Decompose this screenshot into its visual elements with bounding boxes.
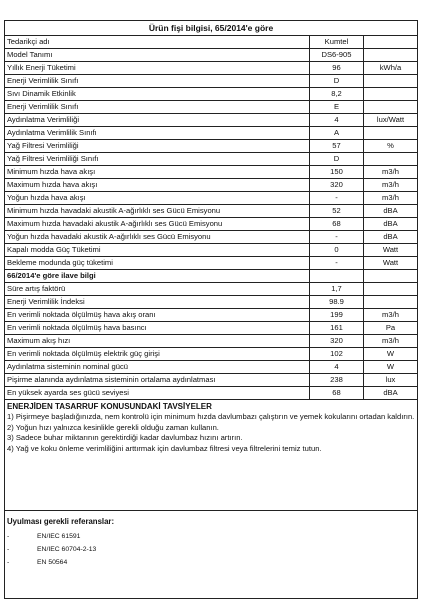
spec-unit (364, 88, 417, 100)
spec-unit: dBA (383, 206, 398, 215)
spec-value: D (310, 153, 364, 165)
spec-row (5, 127, 417, 140)
spec-label: Süre artış faktörü (5, 283, 310, 295)
spec-value: 102 (310, 348, 364, 360)
spec-row (5, 231, 417, 244)
spec-label: Maximum hızda havadaki akustik A-ağırlıklı ses Gücü Emisyonu (5, 218, 310, 230)
spec-row (5, 62, 417, 75)
spec-label: Yağ Filtresi Verimliliği (5, 140, 310, 152)
spec-label: Bekleme modunda güç tüketimi (5, 257, 310, 269)
spec-unit (364, 36, 417, 48)
spec-row (5, 140, 417, 153)
ref-item: - EN/IEC 61591 (7, 530, 415, 543)
spec-value: 52 (310, 205, 364, 217)
spec-row (5, 218, 417, 231)
spec-label: Maximum akış hızı (5, 335, 310, 347)
spec-unit: kWh/a (379, 63, 402, 72)
spec-value: D (310, 75, 364, 87)
spec-label: Maximum hızda hava akışı (5, 179, 310, 191)
spec-value: 68 (310, 218, 364, 230)
tip-item: 2) Yoğun hızı yalnızca kesinlikle gerekli olduğu zaman kullanın. (7, 422, 219, 432)
spec-value (310, 270, 364, 282)
fiche-title: Ürün fişi bilgisi, 65/2014'e göre (5, 21, 417, 36)
spec-row (5, 322, 417, 335)
spec-label: Model Tanımı (5, 49, 310, 61)
spec-value: 0 (310, 244, 364, 256)
spec-value: 238 (310, 374, 364, 386)
spec-label: Enerji Verimlilik Sınıfı (5, 101, 310, 113)
spec-label: Aydınlatma Verimlilik Sınıfı (5, 127, 310, 139)
spec-unit: lux/Watt (376, 115, 405, 124)
spec-label: En verimli noktada ölçülmüş hava akış oranı (5, 309, 310, 321)
spec-value: Kumtel (310, 36, 364, 48)
spec-value: 320 (310, 335, 364, 347)
refs-title: Uyulması gerekli referanslar: (7, 517, 115, 526)
references-section (5, 511, 417, 598)
spec-row (5, 192, 417, 205)
spec-label: Aydınlatma sisteminin nominal gücü (5, 361, 310, 373)
spec-value: 68 (310, 387, 364, 399)
spec-rows (5, 36, 417, 400)
spec-row (5, 296, 417, 309)
spec-row (5, 166, 417, 179)
spec-row (5, 179, 417, 192)
spec-unit (364, 270, 417, 282)
spec-value: 8,2 (310, 88, 364, 100)
spec-row (5, 374, 417, 387)
ref-text: EN/IEC 61591 (37, 533, 81, 540)
spec-unit (364, 101, 417, 113)
spec-unit: dBA (383, 219, 398, 228)
tips-title: ENERJİDEN TASARRUF KONUSUNDAKİ TAVSİYELER (7, 402, 212, 411)
spec-value: 96 (310, 62, 364, 74)
spec-value: 1,7 (310, 283, 364, 295)
spec-row (5, 387, 417, 400)
spec-unit: % (387, 141, 394, 150)
tip-item: 4) Yağ ve koku önleme verimliliğini arttırmak için davlumbaz filtresi veya filtrelerini temiz tutun. (7, 443, 322, 453)
product-fiche-table (4, 20, 418, 599)
spec-value: - (310, 231, 364, 243)
spec-label: En verimli noktada ölçülmüş hava basıncı (5, 322, 310, 334)
spec-row (5, 49, 417, 62)
spec-row (5, 75, 417, 88)
spec-value: 4 (310, 114, 364, 126)
spec-label: Yoğun hızda hava akışı (5, 192, 310, 204)
spec-unit: m3/h (382, 167, 399, 176)
spec-label: Minimum hızda havadaki akustik A-ağırlıklı ses Gücü Emisyonu (5, 205, 310, 217)
spec-value: 150 (310, 166, 364, 178)
spec-value: 199 (310, 309, 364, 321)
spec-row (5, 257, 417, 270)
spec-value: 4 (310, 361, 364, 373)
spec-label: Yoğun hızda havadaki akustik A-ağırlıklı ses Gücü Emisyonu (5, 231, 310, 243)
spec-label: Yağ Filtresi Verimliliği Sınıfı (5, 153, 310, 165)
tip-item: 3) Sadece buhar miktarının gerektirdiği kadar davlumbaz hızını artırın. (7, 433, 243, 443)
spec-label: En yüksek ayarda ses gücü seviyesi (5, 387, 310, 399)
spec-unit (364, 283, 417, 295)
spec-value: 161 (310, 322, 364, 334)
spec-unit: W (386, 349, 395, 358)
spec-row (5, 309, 417, 322)
spec-unit: m3/h (382, 180, 399, 189)
spec-value: 320 (310, 179, 364, 191)
spec-label: Yıllık Enerji Tüketimi (5, 62, 310, 74)
spec-unit: dBA (383, 232, 398, 241)
spec-value: DS6-905 (310, 49, 364, 61)
ref-text: EN 50564 (37, 559, 68, 566)
spec-unit (364, 49, 417, 61)
spec-unit: dBA (383, 388, 398, 397)
spec-row (5, 153, 417, 166)
spec-unit (364, 296, 417, 308)
spec-value: 98.9 (310, 296, 364, 308)
spec-value: E (310, 101, 364, 113)
spec-row (5, 88, 417, 101)
spec-label: En verimli noktada ölçülmüş elektrik güç girişi (5, 348, 310, 360)
energy-saving-tips (5, 400, 417, 511)
spec-row (5, 335, 417, 348)
spec-label: Tedarikçi adı (5, 36, 310, 48)
spec-value: A (310, 127, 364, 139)
spec-unit (364, 127, 417, 139)
spec-label: Kapalı modda Güç Tüketimi (5, 244, 310, 256)
spec-row (5, 205, 417, 218)
spec-unit: m3/h (382, 336, 399, 345)
spec-label: Sıvı Dinamik Etkinlik (5, 88, 310, 100)
spec-unit (364, 75, 417, 87)
spec-row (5, 101, 417, 114)
spec-value: 57 (310, 140, 364, 152)
spec-value: - (310, 257, 364, 269)
spec-unit: lux (385, 375, 396, 384)
spec-label: Minimum hızda hava akışı (5, 166, 310, 178)
spec-unit: Watt (382, 245, 399, 254)
spec-row (5, 114, 417, 127)
spec-row (5, 36, 417, 49)
spec-label: Enerji Verimlilik İndeksi (5, 296, 310, 308)
spec-value: - (310, 192, 364, 204)
ref-item: - EN/IEC 60704-2-13 (7, 543, 415, 556)
ref-text: EN/IEC 60704-2-13 (37, 546, 97, 553)
spec-unit (364, 153, 417, 165)
ref-item: - EN 50564 (7, 556, 415, 569)
spec-unit: Watt (382, 258, 399, 267)
spec-unit: m3/h (382, 193, 399, 202)
spec-row (5, 348, 417, 361)
spec-row (5, 244, 417, 257)
tip-item: 1) Pişirmeye başladığınızda, nem kontrolü için minimum hızda davlumbazı çalıştırın ve yemek kokularını ortadan kaldırın. (7, 412, 415, 422)
spec-label: Pişirme alanında aydınlatma sisteminin ortalama aydınlatması (5, 374, 310, 386)
spec-unit: m3/h (382, 310, 399, 319)
spec-row (5, 283, 417, 296)
spec-label: Enerji Verimlilik Sınıfı (5, 75, 310, 87)
spec-row (5, 270, 417, 283)
spec-label: 66/2014'e göre ilave bilgi (5, 270, 310, 282)
spec-unit: Pa (385, 323, 396, 332)
spec-label: Aydınlatma Verimliliği (5, 114, 310, 126)
spec-row (5, 361, 417, 374)
spec-unit: W (386, 362, 395, 371)
